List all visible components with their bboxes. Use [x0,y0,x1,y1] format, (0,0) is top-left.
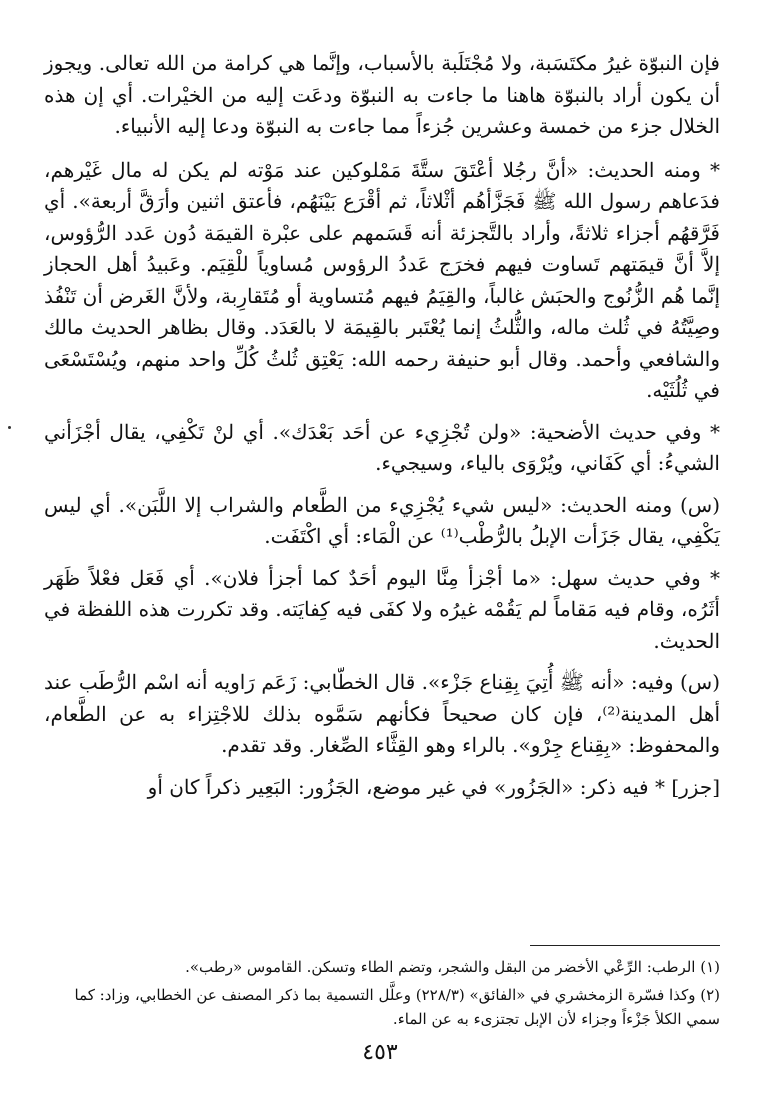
paragraph-jazr-entry: [جزر] * فيه ذكر: «الجَزُور» في غير موضع، الجَزُور: البَعِير ذكراً كان أو [147,774,720,799]
paragraph-udhiya-hadith: * وفي حديث الأضحية: «ولن تُجْزِيء عن أحَد بَعْدَك». أي لنْ تَكْفِي، يقال أجْزَأني الشيءُ: أي كَفَاني، ويُرْوَى بالياء، وسيجيء. [44,419,720,475]
page-number: ٤٥٣ [362,1040,398,1065]
paragraph-qina-hadith: (س) وفيه: «أنه ﷺ أُتِيَ بِقِناع جَزْء». قال الخطّابي: زَعَم رَاويه أنه اسْم الرُّطَب عند أهل المدينة⁽²⁾، فإن كان صحيحاً فكأنهم سَمَّوه بذلك للاجْتِزاء به عن الطَّعام، والمحفوظ: «بِقِناع جِرْو». بالراء وهو القِثَّاء الصِّغار. وقد تقدم. [44,670,720,757]
paragraph-milk-hadith: (س) ومنه الحديث: «ليس شيء يُجْزِيء من الطَّعام والشراب إلا اللَّبَن». أي ليس يَكْفِي، يقال جَزَأت الإبلُ بالرُّطْب⁽¹⁾ عن الْمَاء: أي اكْتَفَت. [44,492,720,548]
main-text [44,48,720,813]
footnote-divider [530,945,720,946]
footnote-1: (١) الرطب: الرِّعْي الأخضر من البقل والشجر، وتضم الطاء وتسكن. القاموس «رطب». [185,958,720,976]
margin-dot [8,426,11,429]
footnote-2: (٢) وكذا فسّرة الزمخشري في «الفائق» (٢٢٨/٣) وعلَّل التسمية بما ذكر المصنف عن الخطابي، وزاد: كما سمي الكلأ جَزْءاً وجزاء لأن الإبل تجتزىء به عن الماء. [74,986,720,1028]
paragraph-prophethood: فإن النبوّة غيرُ مكتَسَبة، ولا مُجْتَلَبة بالأسباب، وإنَّما هي كرامة من الله تعالى. ويجوز أن يكون أراد بالنبوّة هاهنا ما جاءت به النبوّة ودعَت إليه من الخيْرات. أي إن هذه الخلال جزء من خمسة وعشرين جُزءاً مما جاءت به النبوّة ودعا إليه الأنبياء. [44,51,721,138]
footnotes [44,955,720,1035]
paragraph-hadith-six-slaves: * ومنه الحديث: «أنَّ رجُلا أعْتَقَ ستَّةَ مَمْلوكين عند مَوْته لم يكن له مال غَيْرهم، فدَعاهم رسول الله ﷺ فَجَزَّأهُم أثْلاثاً، ثم أقْرَع بَيْنَهُم، فأعتق اثنين وأرَقَّ أربعة». أي فَرَّقهُم أجزاء ثلاثةً، وأراد بالتَّجزئة أنه قَسَمهم على عبْرة القيمَة دُون عَدد الرُّؤوس، إلاَّ أنَّ قيمَتهم تَساوت فيهم فخرَج عَددُ الرؤوس مُساوياً للْقِيَم. وعَبيدُ أهل الحجاز إنَّما هُم الزُّنُوج والحبَش غالباً، والقِيَمُ فيهم مُتساوية أو مُتَقارِبة، ولأنَّ الغَرض أن تَنْفُذ وصِيَّتُهُ في ثُلث ماله، والثُّلثُ إنما يُعْتَبر بالقِيمَة لا بالعَدَد. وقال بظاهر الحديث مالك والشافعي وأحمد. وقال أبو حنيفة رحمه الله: يَعْتِق ثُلثُ كُلِّ واحد منهم، ويُسْتَسْعَى في ثُلُثَيْه. [44,157,720,402]
paragraph-sahl-hadith: * وفي حديث سهل: «ما أجْزأ مِنَّا اليوم أحَدٌ كما أجزأ فلان». أي فَعَل فعْلاً ظَهَر أثَرُه، وقام فيه مَقاماً لم يَقُمْه غيرُه ولا كفَى فيه كِفايَته. وقد تكررت هذه اللفظة في الحديث. [44,565,720,653]
